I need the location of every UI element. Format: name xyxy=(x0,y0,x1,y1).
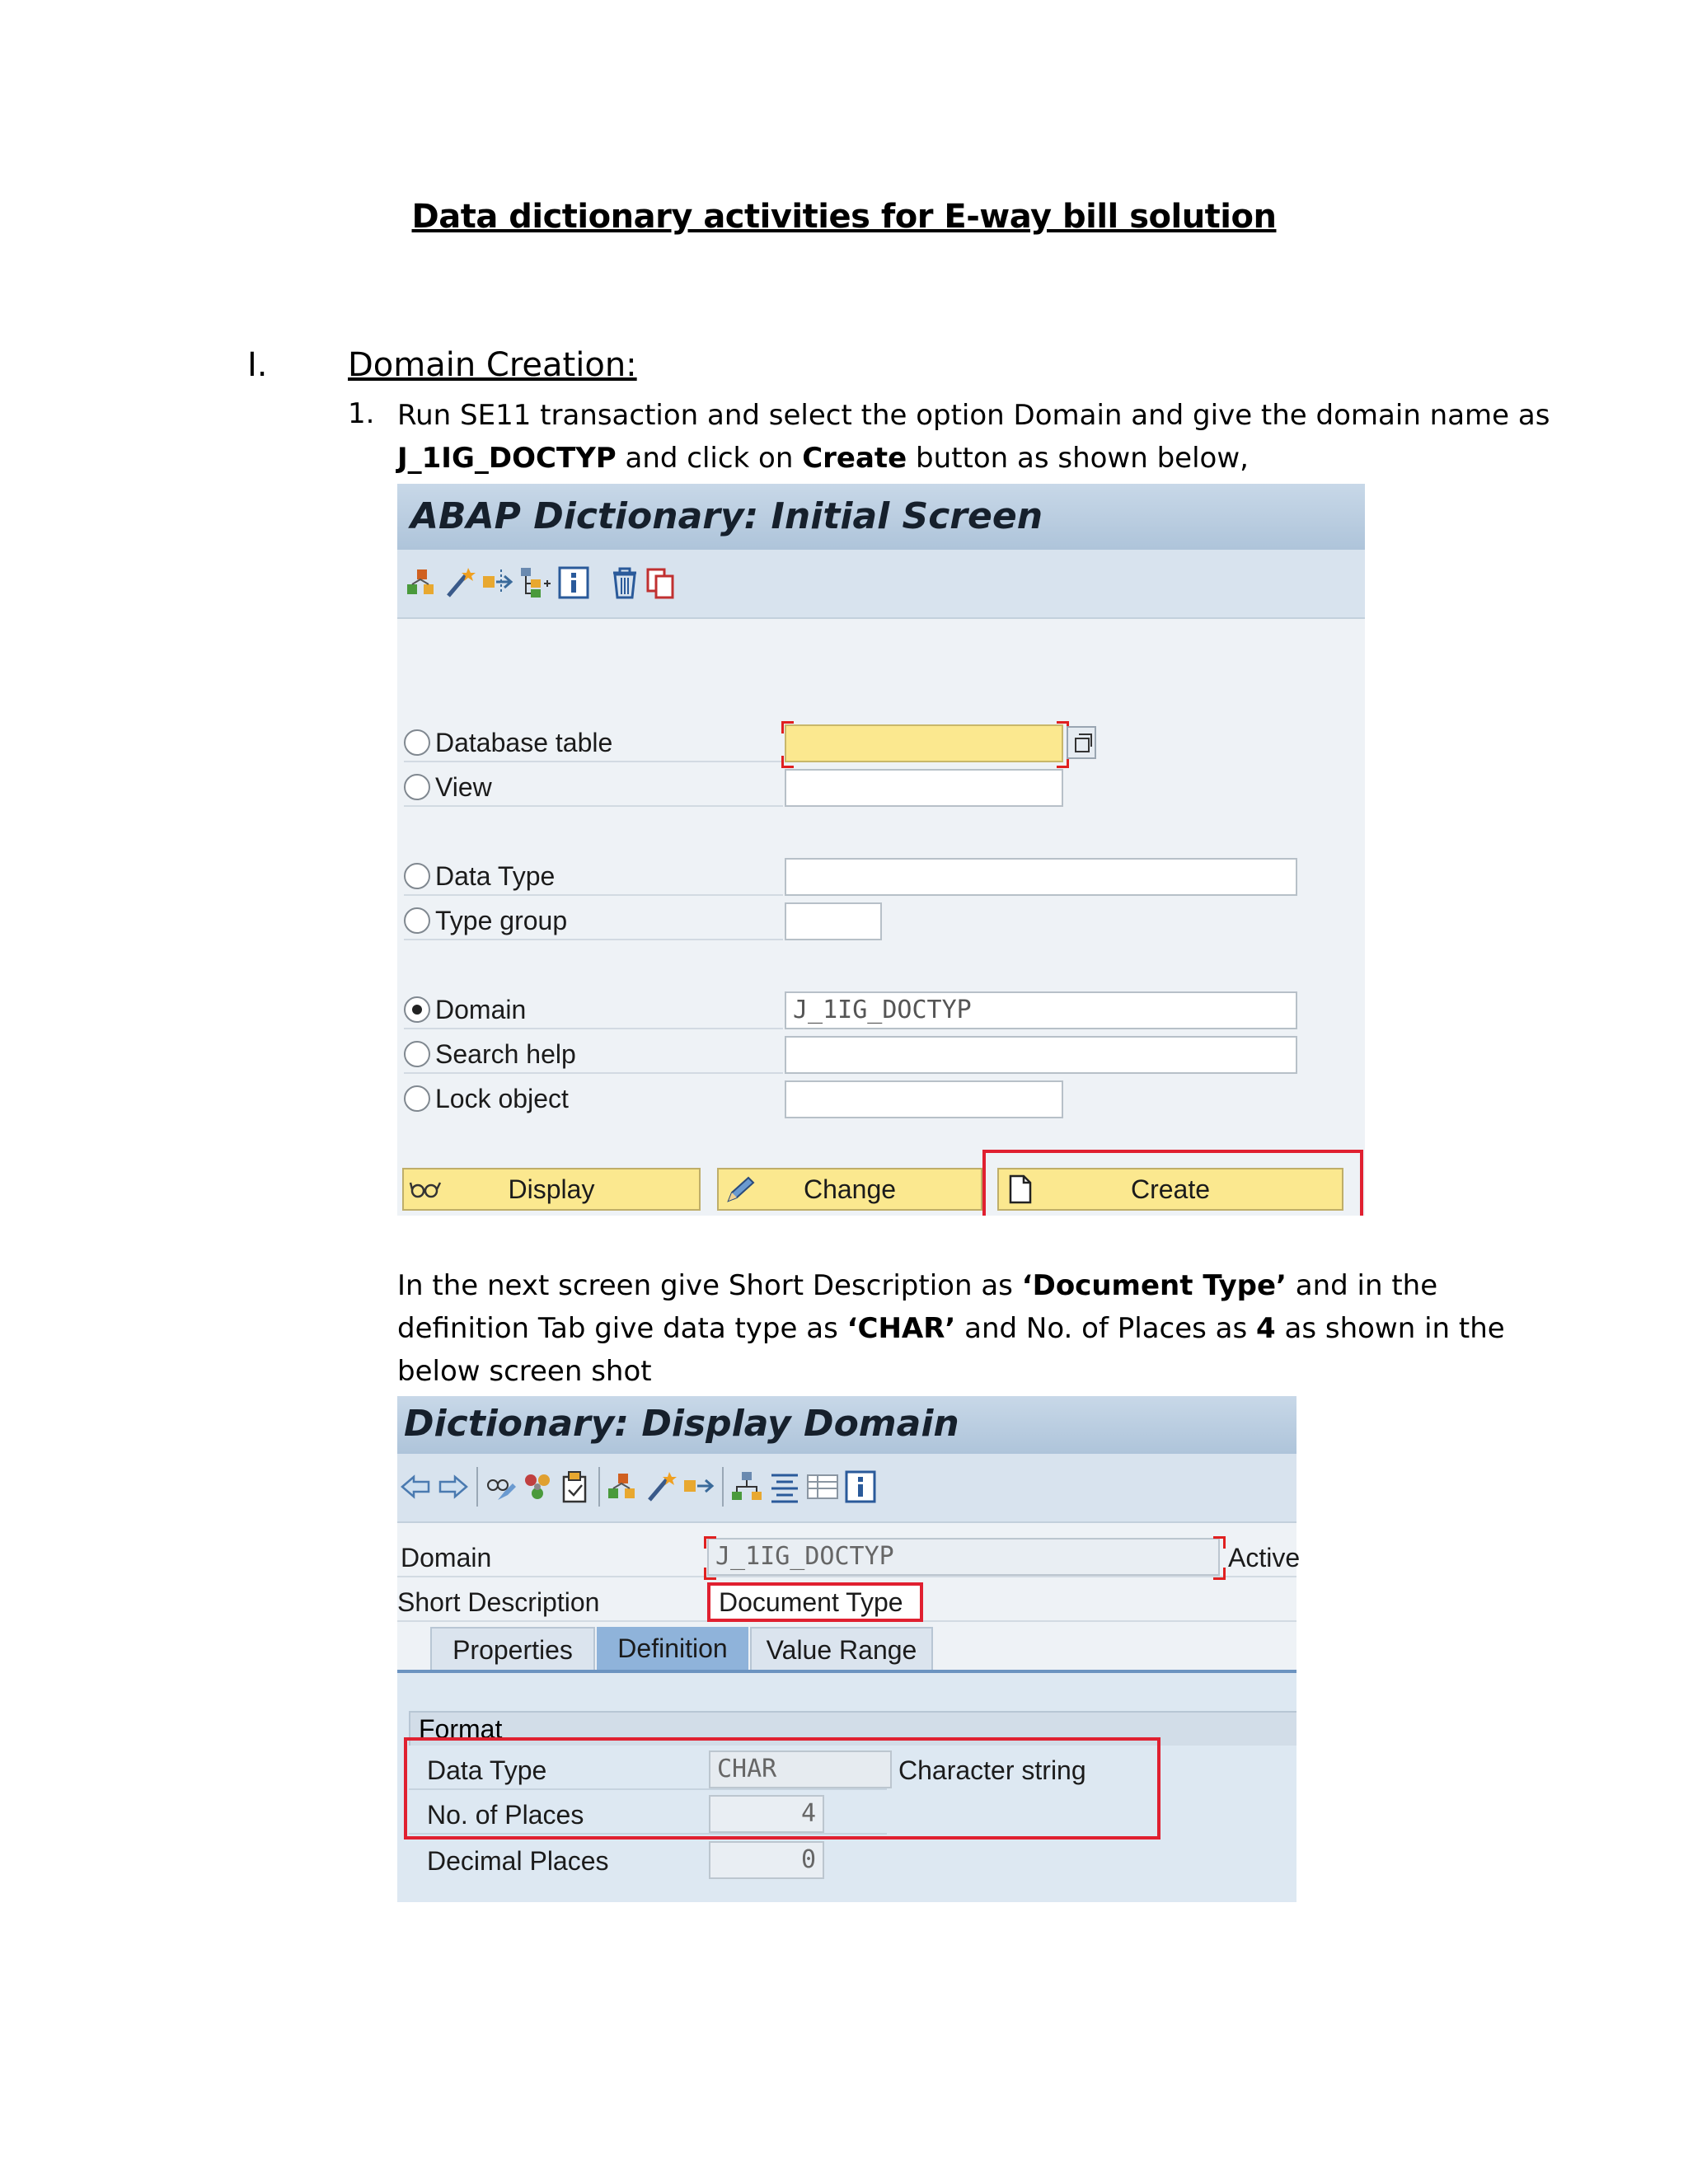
section-numeral: I. xyxy=(247,346,268,384)
divider xyxy=(404,805,783,807)
status-label: Active xyxy=(1228,1543,1301,1572)
option-domain[interactable] xyxy=(404,991,526,1028)
tab-strip xyxy=(397,1627,1296,1673)
view-input[interactable] xyxy=(785,769,1063,807)
option-view[interactable] xyxy=(404,769,492,805)
option-type-group[interactable] xyxy=(404,902,567,939)
bold-text: ‘CHAR’ xyxy=(846,1312,956,1345)
forward-icon[interactable] xyxy=(437,1469,470,1505)
magic-wand-icon[interactable] xyxy=(645,1469,678,1505)
text: and in the xyxy=(1286,1269,1438,1302)
step1-text-end: button as shown below, xyxy=(907,442,1249,475)
screen-title: Dictionary: Display Domain xyxy=(397,1396,1296,1454)
para2-line1 xyxy=(397,1264,1437,1307)
create-label: Create xyxy=(1130,1174,1211,1204)
divider xyxy=(397,1576,1296,1577)
short-description-field[interactable]: Document Type xyxy=(707,1582,923,1622)
para2-line2 xyxy=(397,1307,1505,1350)
dictionary-display-domain-screen xyxy=(397,1396,1301,1902)
hierarchy-icon[interactable] xyxy=(519,565,552,601)
table-icon[interactable] xyxy=(806,1469,839,1505)
move-icon[interactable] xyxy=(682,1469,715,1505)
data-type-field[interactable]: CHAR xyxy=(709,1750,892,1788)
tab-definition[interactable]: Definition xyxy=(597,1627,748,1670)
application-toolbar xyxy=(397,550,1365,619)
create-bold: Create xyxy=(802,442,907,475)
bold-text: 4 xyxy=(1256,1312,1276,1345)
option-label: Domain xyxy=(435,995,527,1024)
definition-panel xyxy=(397,1673,1296,1902)
step-number: 1. xyxy=(348,397,375,430)
format-group-heading: Format xyxy=(409,1711,1296,1746)
red-corner xyxy=(704,1536,716,1549)
radio-view[interactable] xyxy=(404,774,430,800)
change-label: Change xyxy=(803,1174,897,1204)
para2-line3: below screen shot xyxy=(397,1355,652,1388)
step1-line1: Run SE11 transaction and select the option Domain and give the domain name as xyxy=(397,399,1550,432)
display-label: Display xyxy=(508,1174,595,1204)
abap-dictionary-initial-screen xyxy=(397,484,1365,1216)
create-highlight-box xyxy=(982,1150,1363,1216)
hierarchy-icon[interactable] xyxy=(730,1469,763,1505)
format-highlight-box xyxy=(404,1737,1160,1840)
where-used-icon[interactable] xyxy=(406,565,438,601)
option-label: View xyxy=(435,772,492,802)
decimal-places-field[interactable]: 0 xyxy=(709,1841,824,1879)
decimal-places-label: Decimal Places xyxy=(427,1846,609,1876)
delete-icon[interactable] xyxy=(608,565,641,601)
domain-input[interactable]: J_1IG_DOCTYP xyxy=(785,991,1297,1029)
option-label: Type group xyxy=(435,906,568,935)
divider xyxy=(404,1072,783,1074)
list-icon[interactable] xyxy=(768,1469,801,1505)
divider xyxy=(404,894,783,896)
radio-domain[interactable] xyxy=(404,996,430,1023)
copy-icon[interactable] xyxy=(645,565,678,601)
section-heading: Domain Creation: xyxy=(348,346,637,384)
option-data-type[interactable] xyxy=(404,858,555,894)
no-of-places-label: No. of Places xyxy=(427,1800,584,1830)
display-button[interactable] xyxy=(402,1168,701,1211)
radio-search-help[interactable] xyxy=(404,1041,430,1067)
red-corner xyxy=(1213,1568,1226,1580)
value-help-icon[interactable] xyxy=(1067,726,1096,759)
data-type-description: Character string xyxy=(898,1755,1086,1785)
red-corner xyxy=(1213,1536,1226,1549)
step1-text: and click on xyxy=(616,442,803,475)
domain-field[interactable]: J_1IG_DOCTYP xyxy=(707,1538,1220,1576)
info-icon[interactable] xyxy=(844,1469,877,1505)
option-label: Lock object xyxy=(435,1084,569,1113)
option-search-help[interactable] xyxy=(404,1036,576,1072)
option-label: Database table xyxy=(435,728,613,757)
check-icon[interactable] xyxy=(559,1469,592,1505)
option-label: Search help xyxy=(435,1039,576,1069)
step1-line2 xyxy=(397,437,1249,480)
database-table-input[interactable] xyxy=(785,724,1063,762)
text: and No. of Places as xyxy=(955,1312,1257,1345)
radio-lock-object[interactable] xyxy=(404,1085,430,1112)
text: In the next screen give Short Description as xyxy=(397,1269,1022,1302)
data-type-label: Data Type xyxy=(427,1755,547,1785)
separator xyxy=(476,1467,478,1507)
radio-data-type[interactable] xyxy=(404,863,430,889)
info-icon[interactable] xyxy=(557,565,590,601)
red-corner xyxy=(781,721,794,733)
domain-label: Domain xyxy=(401,1543,492,1572)
tab-properties[interactable]: Properties xyxy=(430,1627,595,1670)
short-description-label: Short Description xyxy=(397,1587,600,1617)
move-icon[interactable] xyxy=(481,565,514,601)
lock-object-input[interactable] xyxy=(785,1080,1063,1118)
change-button[interactable] xyxy=(717,1168,982,1211)
data-type-input[interactable] xyxy=(785,858,1297,896)
divider xyxy=(404,1028,783,1029)
text: as shown in the xyxy=(1275,1312,1505,1345)
separator xyxy=(722,1467,724,1507)
document-title: Data dictionary activities for E-way bill solution xyxy=(411,198,1277,236)
back-icon[interactable] xyxy=(399,1469,432,1505)
red-corner xyxy=(781,756,794,768)
type-group-input[interactable] xyxy=(785,902,882,940)
red-corner xyxy=(704,1568,716,1580)
no-of-places-field[interactable]: 4 xyxy=(709,1795,824,1833)
screen-title: ABAP Dictionary: Initial Screen xyxy=(397,484,1365,550)
display-change-icon[interactable] xyxy=(485,1469,518,1505)
radio-database-table[interactable] xyxy=(404,729,430,756)
tab-value-range[interactable]: Value Range xyxy=(750,1627,933,1670)
option-lock-object[interactable] xyxy=(404,1080,569,1117)
activate-icon[interactable] xyxy=(521,1469,554,1505)
magic-wand-icon[interactable] xyxy=(443,565,476,601)
search-help-input[interactable] xyxy=(785,1036,1297,1074)
radio-type-group[interactable] xyxy=(404,907,430,934)
domain-name-bold: J_1IG_DOCTYP xyxy=(397,442,617,475)
separator xyxy=(598,1467,600,1507)
bold-text: ‘Document Type’ xyxy=(1021,1269,1287,1302)
divider xyxy=(404,939,783,940)
option-label: Data Type xyxy=(435,861,556,891)
application-toolbar xyxy=(397,1454,1296,1523)
option-database-table[interactable] xyxy=(404,724,612,761)
divider xyxy=(404,761,783,762)
where-used-icon[interactable] xyxy=(607,1469,640,1505)
text: definition Tab give data type as xyxy=(397,1312,847,1345)
